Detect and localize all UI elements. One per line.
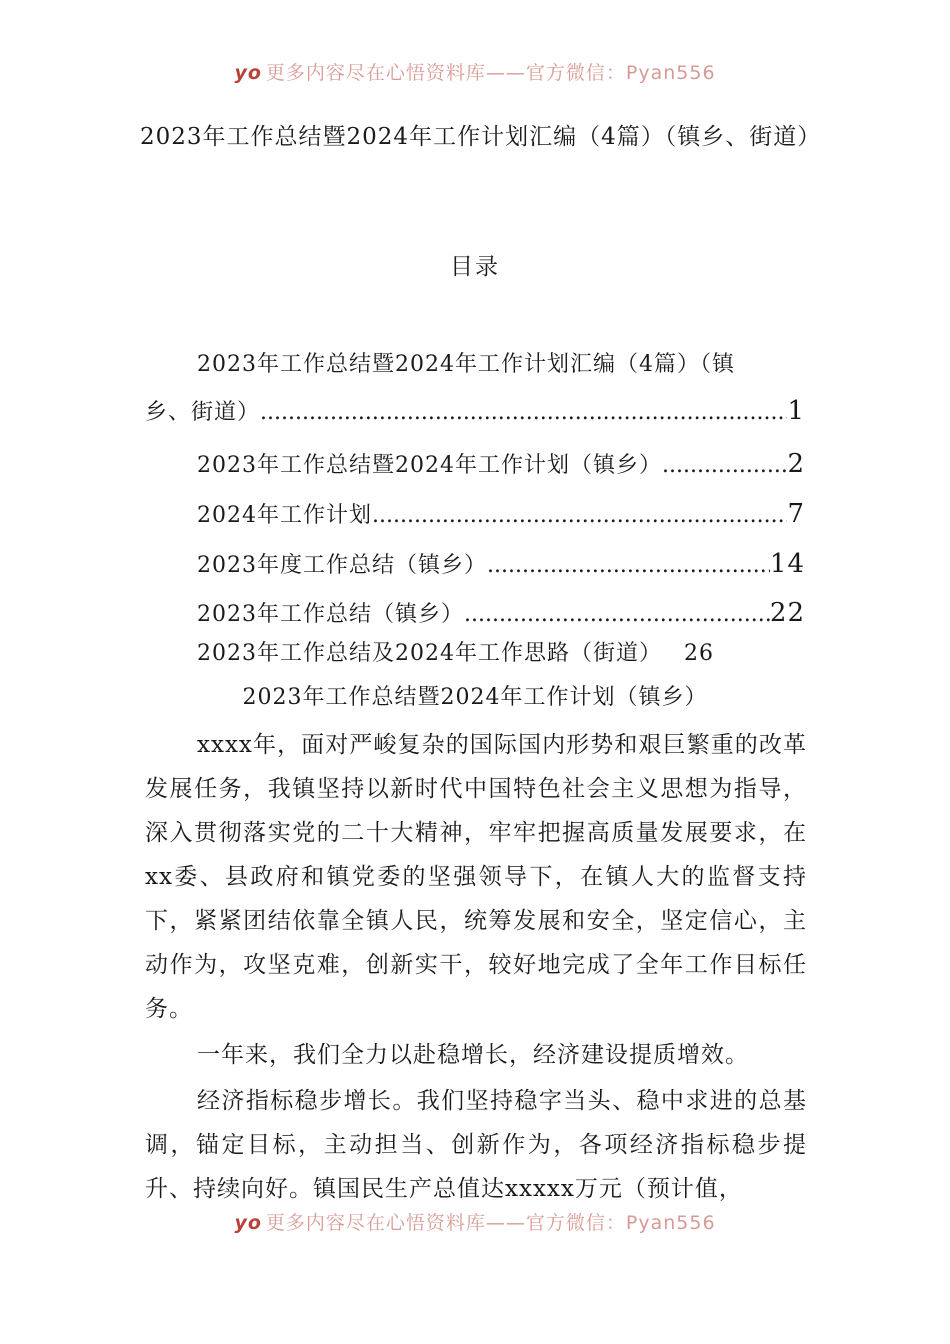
- toc-leader-dots: [260, 390, 787, 436]
- watermark-logo-icon: yo: [234, 62, 262, 84]
- section-title: 2023年工作总结暨2024年工作计划（镇乡）: [242, 685, 708, 710]
- watermark-text: 更多内容尽在心悟资料库——官方微信：Pyan556: [265, 62, 716, 84]
- toc-entry-4[interactable]: [145, 541, 805, 589]
- paragraph: 经济指标稳步增长。我们坚持稳字当头、稳中求进的总基调，锚定目标，主动担当、创新作为，各项经济指标稳步提升、持续向好。镇国民生产总值达xxxxx万元（预计值，: [145, 1088, 807, 1202]
- toc-page-number: 22: [769, 598, 805, 628]
- toc-entry-text: 2023年工作总结（镇乡）: [197, 602, 464, 627]
- document-title: 2023年工作总结暨2024年工作计划汇编（4篇）（镇乡、街道）: [140, 124, 822, 150]
- toc-entry-text-line2: 乡、街道）: [145, 400, 261, 425]
- body-text: [145, 723, 807, 1211]
- toc-leader-dots: [464, 592, 770, 638]
- toc-entry-text-line1: 2023年工作总结暨2024年工作计划汇编（4篇）（镇: [197, 352, 735, 377]
- toc-entry-text: 2023年工作总结及2024年工作思路（街道）: [197, 641, 662, 666]
- toc-entry-2[interactable]: [145, 441, 805, 489]
- toc-entry-1[interactable]: [145, 342, 805, 436]
- toc-heading: 目录: [450, 254, 500, 280]
- watermark-text: 更多内容尽在心悟资料库——官方微信：Pyan556: [265, 1212, 716, 1234]
- toc-entry-5[interactable]: [145, 590, 805, 638]
- toc-entry-line2: [145, 388, 805, 436]
- toc-page-number: 1: [787, 396, 805, 426]
- toc-page-number: 2: [787, 449, 805, 479]
- paragraph: xxxx年，面对严峻复杂的国际国内形势和艰巨繁重的改革发展任务，我镇坚持以新时代中国特色社会主义思想为指导，深入贯彻落实党的二十大精神，牢牢把握高质量发展要求，在xx委、县政府和镇党委的坚强领导下，在镇人大的监督支持下，紧紧团结依靠全镇人民，统筹发展和安全，坚定信心，主动作为，攻坚克难，创新实干，较好地完成了全年工作目标任务。: [145, 732, 807, 1022]
- toc-entry-6[interactable]: [197, 636, 714, 667]
- toc-leader-dots: [662, 443, 787, 489]
- watermark-top: [0, 58, 950, 85]
- toc-entry-text: 2024年工作计划: [197, 503, 372, 528]
- toc-page-number: 14: [769, 549, 805, 579]
- toc-page-number: 26: [683, 641, 714, 666]
- toc-page-number: 7: [787, 499, 805, 529]
- watermark-bottom: [0, 1208, 950, 1235]
- toc-entry-3[interactable]: [145, 491, 805, 539]
- toc-entry-text: 2023年工作总结暨2024年工作计划（镇乡）: [197, 453, 662, 478]
- toc-entry-text: 2023年度工作总结（镇乡）: [197, 553, 487, 578]
- toc-leader-dots: [372, 493, 787, 539]
- watermark-logo-icon: yo: [234, 1212, 262, 1234]
- toc-leader-dots: [487, 543, 770, 589]
- paragraph: 一年来，我们全力以赴稳增长，经济建设提质增效。: [197, 1042, 749, 1068]
